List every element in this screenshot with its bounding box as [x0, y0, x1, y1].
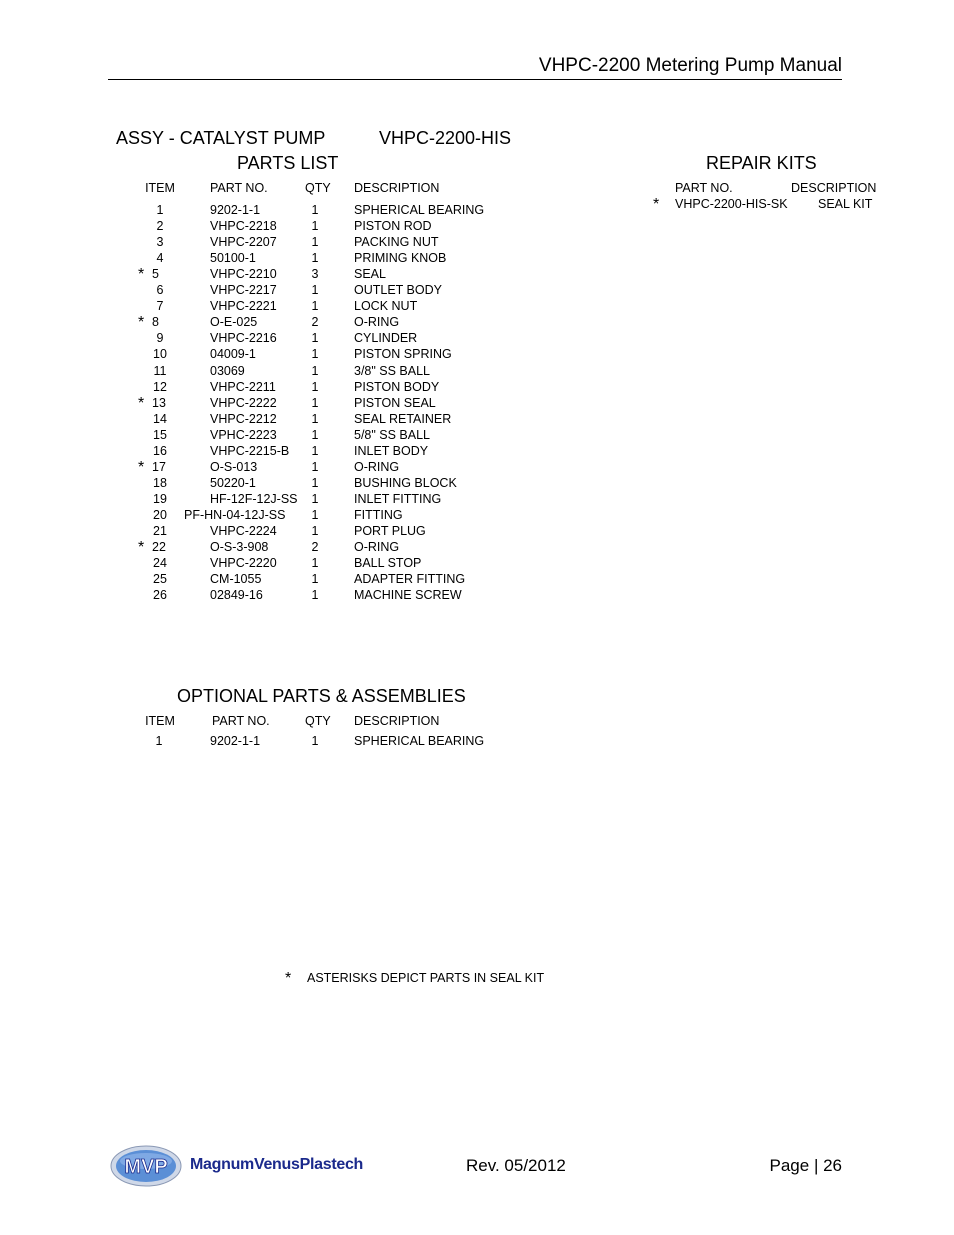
- part-number: PF-HN-04-12J-SS: [184, 508, 286, 522]
- part-number: VHPC-2212: [210, 412, 277, 426]
- table-row: [0, 476, 954, 492]
- optional-table-row: [0, 734, 954, 750]
- quantity: 1: [311, 476, 319, 490]
- quantity: 1: [311, 588, 319, 602]
- quantity: 1: [311, 412, 319, 426]
- opt-part-no: 9202-1-1: [210, 734, 261, 748]
- table-row: [0, 588, 954, 604]
- opt-col-item: ITEM: [145, 714, 175, 728]
- item-number: 19: [153, 492, 167, 506]
- seal-kit-asterisk: *: [138, 395, 145, 412]
- opt-col-description: DESCRIPTION: [354, 714, 440, 728]
- description: CYLINDER: [354, 331, 418, 345]
- item-number: 14: [153, 412, 167, 426]
- item-number: 15: [153, 428, 167, 442]
- part-number: O-E-025: [210, 315, 258, 329]
- description: PRIMING KNOB: [354, 251, 447, 265]
- header-divider: [108, 79, 842, 80]
- table-row: [0, 315, 954, 331]
- part-number: 9202-1-1: [210, 203, 261, 217]
- description: BUSHING BLOCK: [354, 476, 457, 490]
- company-name: MagnumVenusPlastech: [190, 1156, 364, 1173]
- mvp-globe-icon: [110, 1143, 186, 1189]
- item-number: 20: [153, 508, 167, 522]
- svg-text:MVP: MVP: [124, 1156, 168, 1178]
- quantity: 2: [311, 315, 319, 329]
- table-row: [0, 347, 954, 363]
- opt-col-part-no: PART NO.: [212, 714, 270, 728]
- description: FITTING: [354, 508, 403, 522]
- item-number: 25: [153, 572, 167, 586]
- description: O-RING: [354, 460, 400, 474]
- table-row: [0, 299, 954, 315]
- table-row: [0, 460, 954, 476]
- part-number: VHPC-2216: [210, 331, 277, 345]
- seal-kit-asterisk: *: [138, 266, 145, 283]
- mvp-logo: [110, 1143, 410, 1193]
- quantity: 1: [311, 235, 319, 249]
- description: O-RING: [354, 540, 400, 554]
- description: SEAL: [354, 267, 386, 281]
- assembly-model: VHPC-2200-HIS: [379, 128, 512, 148]
- item-number: 16: [153, 444, 167, 458]
- table-row: [0, 572, 954, 588]
- table-row: [0, 428, 954, 444]
- optional-table-header: [0, 714, 954, 730]
- quantity: 1: [311, 347, 319, 361]
- description: 3/8" SS BALL: [354, 364, 431, 378]
- part-number: HF-12F-12J-SS: [210, 492, 298, 506]
- description: INLET FITTING: [354, 492, 442, 506]
- table-row: [0, 556, 954, 572]
- item-number: 5: [152, 267, 159, 281]
- item-number: 24: [153, 556, 167, 570]
- description: PACKING NUT: [354, 235, 439, 249]
- part-number: VHPC-2217: [210, 283, 277, 297]
- page-number: Page | 26: [769, 1156, 842, 1175]
- quantity: 1: [311, 203, 319, 217]
- col-part-no: PART NO.: [210, 181, 268, 195]
- table-row: [0, 203, 954, 219]
- footnote-asterisk: *: [285, 970, 292, 987]
- part-number: VHPC-2220: [210, 556, 277, 570]
- table-row: [0, 331, 954, 347]
- description: 5/8" SS BALL: [354, 428, 431, 442]
- table-row: [0, 412, 954, 428]
- part-number: VHPC-2210: [210, 267, 277, 281]
- description: LOCK NUT: [354, 299, 418, 313]
- description: PISTON BODY: [354, 380, 440, 394]
- description: O-RING: [354, 315, 400, 329]
- part-number: VHPC-2222: [210, 396, 277, 410]
- part-number: VHPC-2207: [210, 235, 277, 249]
- repair-kit-description: SEAL KIT: [818, 197, 873, 211]
- quantity: 1: [311, 492, 319, 506]
- item-number: 21: [153, 524, 167, 538]
- seal-kit-asterisk: *: [653, 196, 660, 213]
- description: PISTON SEAL: [354, 396, 436, 410]
- item-number: 1: [156, 203, 164, 217]
- quantity: 3: [311, 267, 319, 281]
- part-number: VHPC-2224: [210, 524, 277, 538]
- col-qty: QTY: [305, 181, 331, 195]
- opt-item: 1: [155, 734, 163, 748]
- item-number: 4: [156, 251, 164, 265]
- part-number: O-S-3-908: [210, 540, 269, 554]
- repair-col-part-no: PART NO.: [675, 181, 733, 195]
- seal-kit-asterisk: *: [138, 539, 145, 556]
- item-number: 22: [152, 540, 166, 554]
- quantity: 1: [311, 380, 319, 394]
- assembly-title: ASSY - CATALYST PUMP: [116, 128, 326, 148]
- part-number: 03069: [210, 364, 245, 378]
- table-row: [0, 219, 954, 235]
- part-number: VHPC-2221: [210, 299, 277, 313]
- manual-title: VHPC-2200 Metering Pump Manual: [538, 55, 842, 76]
- quantity: 1: [311, 508, 319, 522]
- quantity: 1: [311, 396, 319, 410]
- footnote-text: ASTERISKS DEPICT PARTS IN SEAL KIT: [307, 971, 545, 985]
- quantity: 1: [311, 299, 319, 313]
- quantity: 1: [311, 219, 319, 233]
- part-number: VHPC-2218: [210, 219, 277, 233]
- quantity: 1: [311, 444, 319, 458]
- item-number: 26: [153, 588, 167, 602]
- seal-kit-asterisk: *: [138, 314, 145, 331]
- optional-parts-heading: OPTIONAL PARTS & ASSEMBLIES: [177, 686, 466, 706]
- quantity: 1: [311, 283, 319, 297]
- part-number: VHPC-2215-B: [210, 444, 290, 458]
- description: OUTLET BODY: [354, 283, 442, 297]
- table-row: [0, 364, 954, 380]
- table-row: [0, 235, 954, 251]
- quantity: 1: [311, 428, 319, 442]
- quantity: 1: [311, 251, 319, 265]
- description: PORT PLUG: [354, 524, 426, 538]
- description: PISTON ROD: [354, 219, 432, 233]
- part-number: 50100-1: [210, 251, 256, 265]
- item-number: 9: [156, 331, 164, 345]
- parts-list-heading: PARTS LIST: [237, 153, 339, 173]
- table-row: [0, 283, 954, 299]
- repair-kit-part-no: VHPC-2200-HIS-SK: [675, 197, 788, 211]
- description: MACHINE SCREW: [354, 588, 462, 602]
- repair-col-description: DESCRIPTION: [791, 181, 877, 195]
- item-number: 11: [153, 364, 167, 378]
- table-row: [0, 251, 954, 267]
- description: SEAL RETAINER: [354, 412, 452, 426]
- part-number: 02849-16: [210, 588, 263, 602]
- item-number: 13: [152, 396, 166, 410]
- quantity: 1: [311, 524, 319, 538]
- part-number: 04009-1: [210, 347, 256, 361]
- item-number: 10: [153, 347, 167, 361]
- table-row: [0, 540, 954, 556]
- quantity: 1: [311, 556, 319, 570]
- part-number: 50220-1: [210, 476, 256, 490]
- item-number: 7: [156, 299, 164, 313]
- item-number: 2: [156, 219, 164, 233]
- part-number: VHPC-2211: [210, 380, 276, 394]
- part-number: O-S-013: [210, 460, 258, 474]
- quantity: 1: [311, 572, 319, 586]
- table-row: [0, 444, 954, 460]
- item-number: 17: [152, 460, 166, 474]
- repair-kits-heading: REPAIR KITS: [706, 153, 817, 173]
- item-number: 3: [156, 235, 164, 249]
- item-number: 18: [153, 476, 167, 490]
- table-row: [0, 380, 954, 396]
- revision-date: Rev. 05/2012: [466, 1156, 566, 1175]
- item-number: 12: [153, 380, 167, 394]
- part-number: VPHC-2223: [210, 428, 277, 442]
- col-description: DESCRIPTION: [354, 181, 440, 195]
- table-row: [0, 267, 954, 283]
- description: PISTON SPRING: [354, 347, 452, 361]
- description: INLET BODY: [354, 444, 429, 458]
- description: ADAPTER FITTING: [354, 572, 466, 586]
- quantity: 1: [311, 331, 319, 345]
- opt-description: SPHERICAL BEARING: [354, 734, 485, 748]
- table-row: [0, 508, 954, 524]
- description: BALL STOP: [354, 556, 422, 570]
- col-item: ITEM: [145, 181, 175, 195]
- table-row: [0, 396, 954, 412]
- part-number: CM-1055: [210, 572, 262, 586]
- quantity: 1: [311, 364, 319, 378]
- table-row: [0, 492, 954, 508]
- item-number: 6: [156, 283, 164, 297]
- quantity: 2: [311, 540, 319, 554]
- item-number: 8: [152, 315, 159, 329]
- opt-col-qty: QTY: [305, 714, 331, 728]
- description: SPHERICAL BEARING: [354, 203, 485, 217]
- seal-kit-asterisk: *: [138, 459, 145, 476]
- opt-qty: 1: [311, 734, 319, 748]
- table-row: [0, 524, 954, 540]
- quantity: 1: [311, 460, 319, 474]
